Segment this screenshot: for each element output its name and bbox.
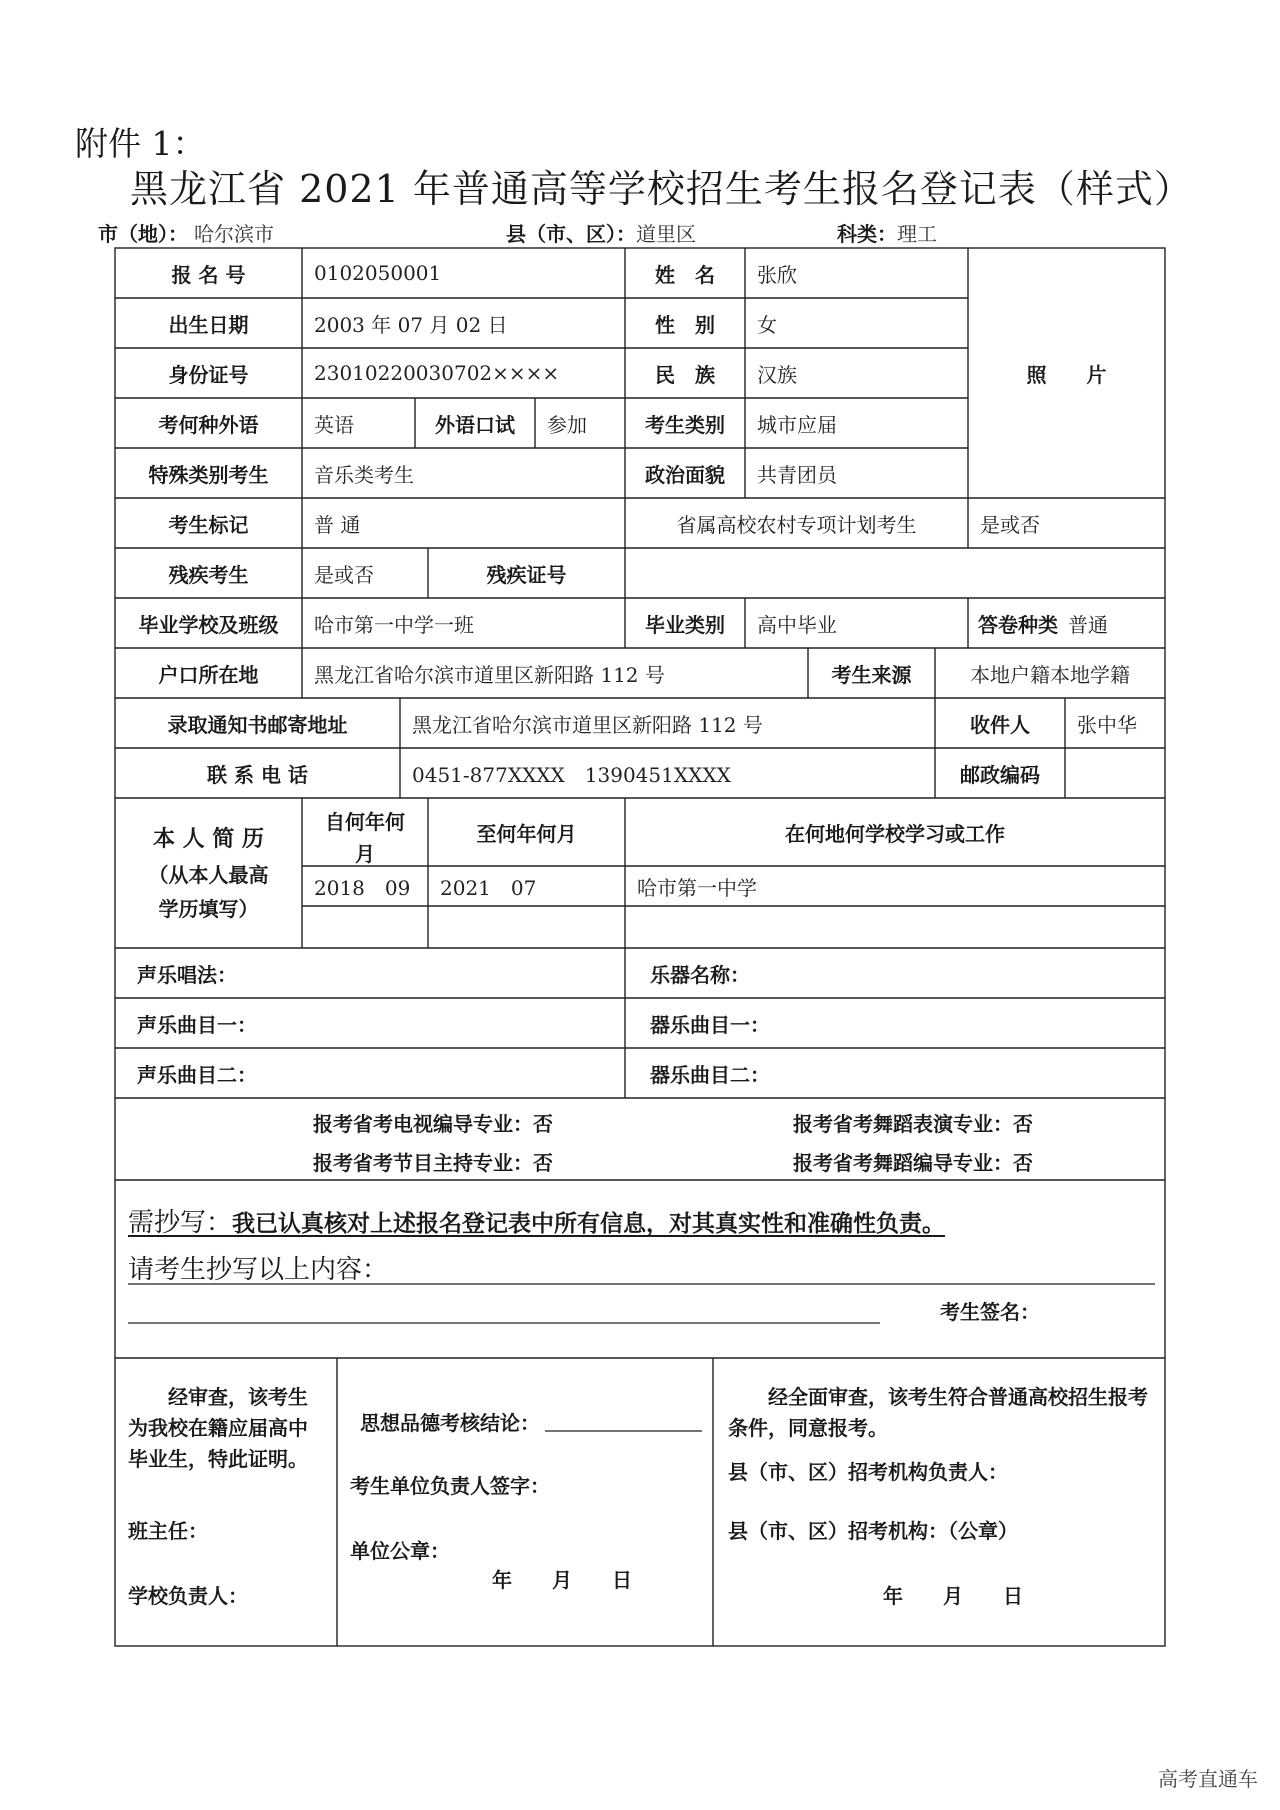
language-value: 英语 [314,412,354,437]
subject-value: 理工 [897,222,937,246]
county-value: 道里区 [636,222,696,246]
mail-value: 黑龙江省哈尔滨市道里区新阳路 112 号 [412,712,763,737]
name-label: 姓 名 [655,262,715,287]
disabled-value: 是或否 [314,562,374,587]
unit-head-sign-label: 考生单位负责人签字： [350,1474,550,1498]
vocal-method-label: 声乐唱法： [137,962,237,987]
photo-area: 照 片 [1026,362,1107,387]
recipient-label: 收件人 [970,712,1030,737]
answer-type-value: 普通 [1068,612,1108,637]
phone-value: 0451-877XXXX 1390451XXXX [412,762,731,787]
resume-row-to: 2021 07 [440,875,537,900]
resume-from-line2: 月 [355,842,375,866]
resume-label-line3: 学历填写） [158,897,259,921]
resume-label-line1: 本 人 简 历 [153,826,264,852]
school-head-label: 学校负责人： [128,1584,248,1608]
language-label: 考何种外语 [158,412,259,437]
major-dance-performance: 报考省考舞蹈表演专业：否 [793,1112,1033,1136]
category-label: 考生类别 [645,412,725,437]
grad-type-value: 高中毕业 [757,612,837,637]
oral-test-value: 参加 [547,412,587,437]
vocal-song1-label: 声乐曲目一： [137,1012,257,1037]
major-hosting: 报考省考节目主持专业：否 [313,1151,553,1175]
county-label: 县（市、区）： [506,222,636,246]
postcode-label: 邮政编码 [960,762,1040,787]
instrument-name-label: 乐器名称： [650,962,750,987]
resume-row-from: 2018 09 [314,875,411,900]
head-teacher-label: 班主任： [128,1519,208,1543]
gender-label: 性 别 [655,312,715,337]
resume-to-label: 至何年何月 [476,821,577,846]
resume-from-line1: 自何年何 [325,810,405,834]
vocal-song2-label: 声乐曲目二： [137,1062,257,1087]
disabled-label: 残疾考生 [168,562,249,587]
rural-plan-label: 省属高校农村专项计划考生 [676,512,917,537]
page-title: 黑龙江省 2021 年普通高等学校招生考生报名登记表（样式） [130,167,1193,211]
birth-value: 2003 年 07 月 02 日 [314,312,508,337]
special-value: 音乐类考生 [314,462,414,487]
source-value: 本地户籍本地学籍 [970,662,1130,687]
signature-label: 考生签名： [940,1300,1040,1324]
ethnic-value: 汉族 [757,362,797,387]
office-seal-label: 县（市、区）招考机构：（公章） [728,1519,1018,1543]
school-cert-line1: 经审查，该考生 [168,1385,308,1409]
resume-label-line2: （从本人最高 [148,863,269,887]
instrument-song1-label: 器乐曲目一： [650,1012,770,1037]
office-head-label: 县（市、区）招考机构负责人： [728,1460,1008,1484]
declaration-instruction: 请考生抄写以上内容： [128,1255,389,1285]
unit-date: 年 月 日 [492,1568,632,1592]
school-certification [128,1382,333,1475]
attachment-label: 附件 1： [75,124,206,163]
city-field [98,218,274,247]
hukou-label: 户口所在地 [158,662,259,687]
declaration-line [128,1202,945,1239]
office-date: 年 月 日 [883,1584,1023,1608]
special-label: 特殊类别考生 [148,462,269,487]
oral-test-label: 外语口试 [435,412,515,437]
id-label: 身份证号 [168,362,249,387]
political-value: 共青团员 [757,462,837,487]
final-review-line1: 经全面审查，该考生符合普通高校招生报考 [768,1385,1148,1409]
unit-seal-label: 单位公章： [350,1539,450,1563]
reg-no-label: 报 名 号 [171,262,246,287]
school-cert-line3: 毕业生，特此证明。 [128,1447,308,1471]
moral-conclusion-label: 思想品德考核结论： [360,1411,540,1435]
grad-type-label: 毕业类别 [645,612,725,637]
rural-plan-value: 是或否 [980,512,1040,537]
instrument-song2-label: 器乐曲目二： [650,1062,770,1087]
resume-place-label: 在何地何学校学习或工作 [785,821,1005,846]
school-value: 哈市第一中学一班 [314,612,474,637]
final-review [728,1382,1160,1444]
category-value: 城市应届 [757,412,837,437]
disabled-cert-label: 残疾证号 [486,562,567,587]
city-value: 哈尔滨市 [194,222,274,246]
ethnic-label: 民 族 [655,362,715,387]
phone-label: 联 系 电 话 [207,762,308,787]
source-label: 考生来源 [831,662,912,687]
major-tv-directing: 报考省考电视编导专业：否 [313,1112,553,1136]
mark-value: 普 通 [314,512,361,537]
major-dance-directing: 报考省考舞蹈编导专业：否 [793,1151,1033,1175]
city-label: 市（地）： [98,222,188,246]
watermark-text: 高考直通车 [1158,1767,1258,1791]
political-label: 政治面貌 [645,462,725,487]
subject-label: 科类： [837,222,897,246]
resume-row-place: 哈市第一中学 [637,875,757,900]
name-value: 张欣 [757,262,797,287]
final-review-line2: 条件，同意报考。 [728,1416,888,1440]
birth-label: 出生日期 [168,312,249,337]
id-value: 23010220030702×××× [314,361,560,385]
county-field [506,218,696,247]
declaration-prefix: 需抄写： [128,1208,233,1238]
reg-no-value: 0102050001 [314,261,442,285]
school-label: 毕业学校及班级 [138,612,279,637]
mark-label: 考生标记 [168,512,249,537]
school-cert-line2: 为我校在籍应届高中 [128,1416,308,1440]
gender-value: 女 [757,312,777,337]
declaration-text: 我已认真核对上述报名登记表中所有信息，对其真实性和准确性负责。 [232,1210,946,1237]
mail-label: 录取通知书邮寄地址 [167,712,348,737]
recipient-value: 张中华 [1077,712,1137,737]
hukou-value: 黑龙江省哈尔滨市道里区新阳路 112 号 [314,662,665,687]
answer-type-label: 答卷种类 [978,612,1058,637]
subject-field [837,218,937,247]
